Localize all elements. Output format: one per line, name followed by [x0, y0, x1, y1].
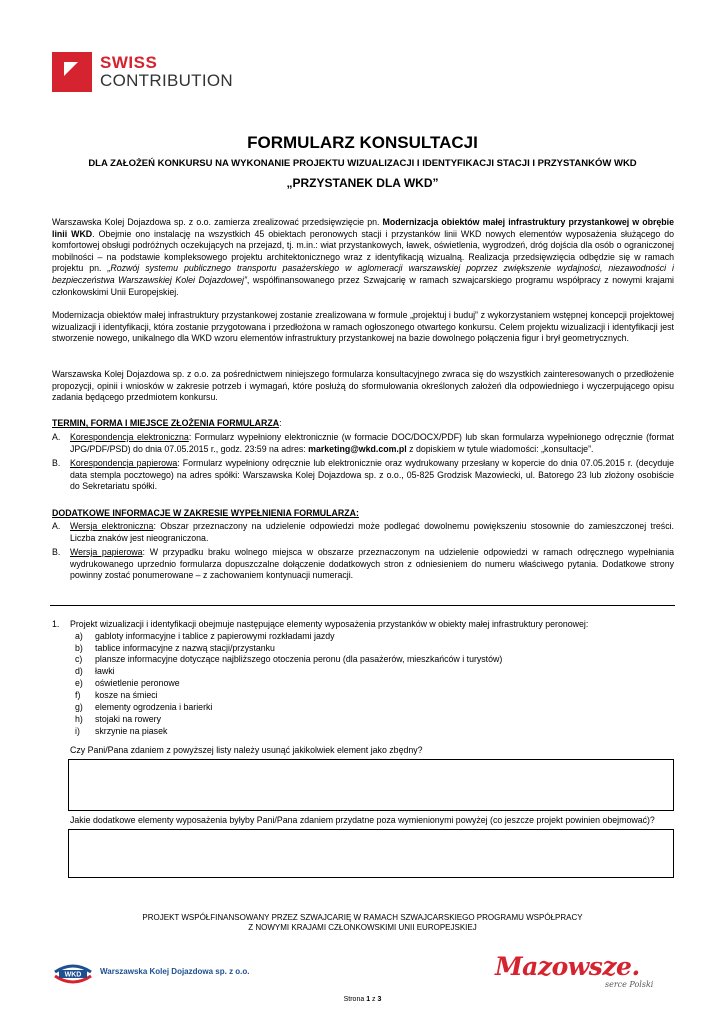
swiss-logo-mark-icon — [52, 52, 92, 92]
list-item — [75, 631, 674, 643]
question-1 — [52, 619, 674, 738]
item-text: ławki — [95, 666, 115, 677]
list-item — [52, 547, 674, 582]
page-label: Strona — [343, 996, 367, 1003]
item-text: stojaki na rowery — [95, 713, 162, 724]
intro-paragraph-1 — [52, 217, 674, 298]
list-item — [75, 666, 674, 678]
item-letter: b) — [75, 642, 83, 653]
list-item — [75, 714, 674, 726]
intro-italic: „Rozwój systemu publicznego transportu pasażerskiego w aglomeracji warszawskiej poprzez zwiększenie wydajności, niezawodności i bezpieczeństwa Warszawskiej Kolei Dojazdowej” — [52, 263, 674, 285]
answer-box-1a[interactable] — [68, 759, 674, 811]
item-letter: g) — [75, 702, 83, 713]
info-heading: DODATKOWE INFORMACJE W ZAKRESIE WYPEŁNIENIA FORMULARZA: — [52, 508, 359, 518]
list-text: z dopiskiem w tytule wiadomości: „konsultacje”. — [406, 443, 594, 454]
cofinancing-note-line2: Z NOWYMI KRAJAMI CZŁONKOWSKIMI UNII EUROPEJSKIEJ — [248, 923, 477, 932]
list-text: : Formularz wypełniony elektronicznie (w formacie DOC/DOCX/PDF) lub skan formularza wypełnionego odręcznie (format JPG/PDF/PSD) do dnia 07.05.2015 r., godz. 23:59 na adres: — [70, 432, 674, 454]
logo-line2: CONTRIBUTION — [100, 71, 233, 90]
intro-paragraph-2: Modernizacja obiektów małej infrastruktury przystankowej zostanie zrealizowana w formule „projektuj i buduj” z wykorzystaniem wstępnej koncepcji projektowej wizualizacji i identyfikacji, która zostanie przygotowana i przedłożona w ramach ogłoszonego otwartego konkursu. Celem projektu wizualizacji i identyfikacji jest stworzenie nowego, unikalnego dla WKD wzoru elementów infrastruktury przystankowej na bazie dowolnego połączenia figur i brył geometrycznych. — [52, 310, 674, 344]
wkd-logo — [52, 958, 262, 988]
page-number — [0, 996, 725, 1003]
list-label: Korespondencja papierowa — [70, 458, 178, 469]
item-text: elementy ogrodzenia i barierki — [95, 702, 213, 713]
terms-list — [52, 432, 674, 496]
question-text: Projekt wizualizacji i identyfikacji obejmuje następujące elementy wyposażenia przystanków w obiekty małej infrastruktury peronowej: — [70, 619, 589, 629]
info-list — [52, 521, 674, 585]
intro-text: , współfinansowanego przez Szwajcarię w ramach szwajcarskiego programu współpracy z nowymi krajami członkowskimi Unii Europejskiej. — [52, 274, 674, 297]
list-marker: A. — [52, 432, 61, 442]
list-label: Wersja papierowa — [70, 547, 143, 558]
item-letter: d) — [75, 666, 83, 677]
list-item — [75, 690, 674, 702]
terms-heading-colon: : — [279, 418, 282, 428]
intro-paragraph-3: Warszawska Kolej Dojazdowa sp. z o.o. za pośrednictwem niniejszego formularza konsultacyjnego zwraca się do wszystkich zainteresowanych o przedłożenie propozycji, opinii i wniosków w zakresie potrzeb i wymagań, które posłużą do sformułowania określonych założeń dla odpowiedniego i wyczerpującego opisu zadania będącego przedmiotem konkursu. — [52, 369, 674, 403]
section-divider — [50, 605, 675, 606]
list-text: : Obszar przeznaczony na udzielenie odpowiedzi może podlegać dowolnemu powiększeniu stosownie do zamieszczonej treści. Liczba znaków jest nieograniczona. — [70, 521, 674, 543]
intro-bold: Modernizacja obiektów małej infrastruktury przystankowej w obrębie linii WKD — [52, 217, 675, 239]
terms-heading — [52, 418, 674, 430]
list-item — [75, 654, 674, 666]
intro-text: . Obejmie ono instalację na wszystkich 45 obiektach peronowych stacji i przystanków linii WKD nowych elementów wyposażenia służącego do komfortowej obsługi podróżnych oczekujących na przejazd, tj. m.in.: wiat przystankowych, ławek, oświetlenia, wygrodzeń, dróg dojścia dla osób o ograniczonej mobilności – na podstawie kompleksowego projektu architektonicznego wraz z identyfikacją wizualną. Realizacja przedsięwzięcia odbędzie się w ramach projektu pn. — [52, 228, 674, 274]
item-letter: e) — [75, 678, 83, 689]
item-text: skrzynie na piasek — [95, 725, 168, 736]
swiss-contribution-logo — [52, 52, 262, 92]
list-item — [52, 521, 674, 544]
answer-box-1b[interactable] — [68, 829, 674, 878]
list-marker: A. — [52, 521, 61, 531]
contest-name: „PRZYSTANEK DLA WKD” — [286, 176, 439, 190]
page-current: 1 — [366, 996, 371, 1003]
list-marker: B. — [52, 458, 61, 469]
item-text: oświetlenie peronowe — [95, 678, 180, 689]
cofinancing-note-line1: PROJEKT WSPÓŁFINANSOWANY PRZEZ SZWAJCARIĘ W RAMACH SZWAJCARSKIEGO PROGRAMU WSPÓŁPRACY — [142, 913, 583, 922]
intro-text: Warszawska Kolej Dojazdowa sp. z o.o. zamierza zrealizować przedsięwzięcie pn. — [52, 217, 383, 227]
terms-heading-text: TERMIN, FORMA I MIEJSCE ZŁOŻENIA FORMULARZA — [52, 418, 280, 428]
page-title: FORMULARZ KONSULTACJI — [247, 133, 478, 152]
list-label: Wersja elektroniczna — [70, 521, 154, 531]
question-1a-text: Czy Pani/Pana zdaniem z powyższej listy należy usunąć jakikolwiek element jako zbędny? — [70, 745, 423, 755]
item-letter: a) — [75, 630, 83, 641]
item-text: gabloty informacyjne i tablice z papierowymi rozkładami jazdy — [95, 630, 335, 641]
list-item — [75, 678, 674, 690]
mazowsze-tagline: serce Polski — [605, 980, 654, 989]
list-item — [52, 458, 674, 493]
item-text: plansze informacyjne dotyczące najbliższego otoczenia peronu (dla pasażerów, mieszkańców i turystów) — [95, 654, 503, 665]
list-text: : Formularz wypełniony odręcznie lub elektronicznie oraz wydrukowany przesłany w kopercie do dnia 07.05.2015 r. (decyduje data stempla pocztowego) na adres spółki: Warszawska Kolej Dojazdowa sp. z o.o., 05-825 Grodzisk Mazowiecki, ul. Batorego 23 lub złożony osobiście do Sekretariatu spółki. — [70, 458, 674, 492]
list-item — [75, 726, 674, 738]
wkd-logo-mark-icon — [52, 958, 94, 988]
item-letter: c) — [75, 654, 83, 665]
list-item — [52, 432, 674, 455]
item-letter: h) — [75, 713, 83, 724]
list-marker: B. — [52, 547, 61, 558]
logo-line1: SWISS — [100, 53, 158, 72]
mazowsze-logo — [495, 952, 665, 992]
item-text: tablice informacyjne z nazwą stacji/przystanku — [95, 642, 275, 653]
question-1b-text: Jakie dodatkowe elementy wyposażenia byłyby Pani/Pana zdaniem przydatne poza wymienionymi powyżej (co jeszcze projekt powinien obejmować)? — [70, 815, 655, 825]
list-text: : W przypadku braku wolnego miejsca w obszarze przeznaczonym na udzielenie odpowiedzi w ramach odręcznego wypełniania wydrukowanego uprzednio formularza dopuszczalne dołączenie dodatkowych stron z odniesieniem do numeru właściwego pytania. Dodatkowe strony powinny zostać ponumerowane – z zachowaniem kontynuacji numeracji. — [70, 547, 674, 581]
item-letter: i) — [75, 725, 80, 736]
list-label: Korespondencja elektroniczna — [70, 432, 189, 442]
email-link[interactable]: marketing@wkd.com.pl — [308, 443, 407, 454]
wkd-logo-letters: WKD — [64, 971, 82, 979]
page-subtitle: DLA ZAŁOŻEŃ KONKURSU NA WYKONANIE PROJEKTU WIZUALIZACJI I IDENTYFIKACJI STACJI I PRZYSTANKÓW WKD — [88, 158, 637, 169]
item-letter: f) — [75, 690, 81, 701]
question-number: 1. — [52, 619, 60, 629]
list-item — [75, 702, 674, 714]
wkd-company-name: Warszawska Kolej Dojazdowa sp. z o.o. — [100, 967, 250, 976]
item-text: kosze na śmieci — [95, 690, 158, 701]
list-item — [75, 643, 674, 655]
page-total: 3 — [377, 996, 382, 1003]
mazowsze-wordmark: Mazowsze. — [495, 952, 640, 981]
page-of: z — [370, 996, 378, 1003]
